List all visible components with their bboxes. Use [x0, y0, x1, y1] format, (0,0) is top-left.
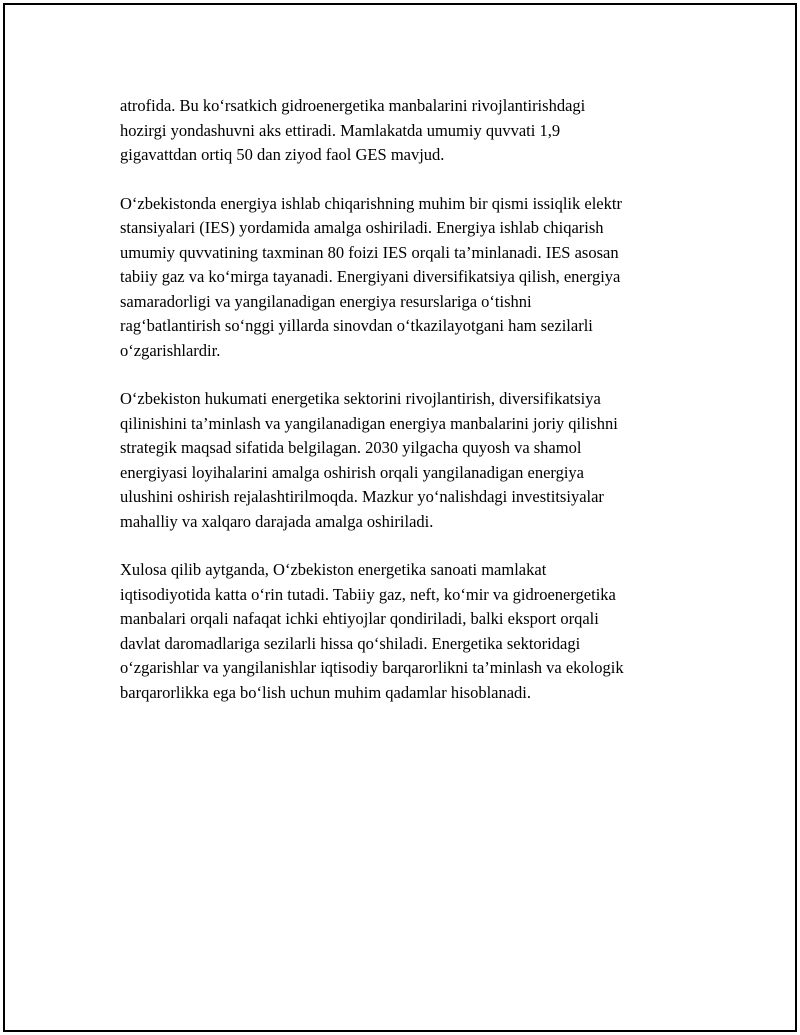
- paragraph-thermal-power: [120, 192, 720, 364]
- text-line: stansiyalari (IES) yordamida amalga oshiriladi. Energiya ishlab chiqarish: [120, 218, 604, 237]
- paragraph-ges-capacity: [120, 94, 720, 168]
- text-line: hozirgi yondashuvni aks ettiradi. Mamlakatda umumiy quvvati 1,9: [120, 120, 561, 140]
- text-line: Xulosa qilib aytganda, O‘zbekiston energetika sanoati mamlakat: [120, 560, 547, 579]
- text-line: qilinishini ta’minlash va yangilanadigan energiya manbalarini joriy qilishni: [120, 413, 618, 433]
- text-line: umumiy quvvatining taxminan 80 foizi IES orqali ta’minlanadi. IES asosan: [120, 242, 619, 262]
- text-line: mahalliy va xalqaro darajada amalga oshiriladi.: [120, 511, 434, 531]
- text-line: O‘zbekistonda energiya ishlab chiqarishning muhim bir qismi issiqlik elektr: [120, 193, 622, 213]
- text-line: strategik maqsad sifatida belgilagan. 2030 yilgacha quyosh va shamol: [120, 438, 582, 457]
- text-line: ulushini oshirish rejalashtirilmoqda. Mazkur yo‘nalishdagi investitsiyalar: [120, 487, 604, 506]
- text-line: atrofida. Bu ko‘rsatkich gidroenergetika manbalarini rivojlantirishdagi: [120, 96, 586, 115]
- text-line: O‘zbekiston hukumati energetika sektorini rivojlantirish, diversifikatsiya: [120, 389, 601, 408]
- text-line: manbalari orqali nafaqat ichki ehtiyojlar qondiriladi, balki eksport orqali: [120, 609, 599, 628]
- text-line: davlat daromadlariga sezilarli hissa qo‘shiladi. Energetika sektoridagi: [120, 633, 581, 653]
- text-line: samaradorligi va yangilanadigan energiya resurslariga o‘tishni: [120, 291, 532, 311]
- text-line: o‘zgarishlardir.: [120, 340, 221, 360]
- text-line: tabiiy gaz va ko‘mirga tayanadi. Energiyani diversifikatsiya qilish, energiya: [120, 267, 621, 286]
- text-line: o‘zgarishlar va yangilanishlar iqtisodiy barqarorlikni ta’minlash va ekologik: [120, 658, 624, 677]
- text-line: rag‘batlantirish so‘nggi yillarda sinovdan o‘tkazilayotgani ham sezilarli: [120, 316, 593, 335]
- paragraph-government-strategy: [120, 387, 720, 534]
- paragraph-conclusion: [120, 558, 720, 705]
- text-line: energiyasi loyihalarini amalga oshirish orqali yangilanadigan energiya: [120, 462, 584, 482]
- document-body: [120, 94, 720, 729]
- text-line: barqarorlikka ega bo‘lish uchun muhim qadamlar hisoblanadi.: [120, 682, 532, 702]
- text-line: iqtisodiyotida katta o‘rin tutadi. Tabiiy gaz, neft, ko‘mir va gidroenergetika: [120, 584, 616, 604]
- document-page: [3, 3, 797, 1032]
- text-line: gigavattdan ortiq 50 dan ziyod faol GES mavjud.: [120, 145, 445, 164]
